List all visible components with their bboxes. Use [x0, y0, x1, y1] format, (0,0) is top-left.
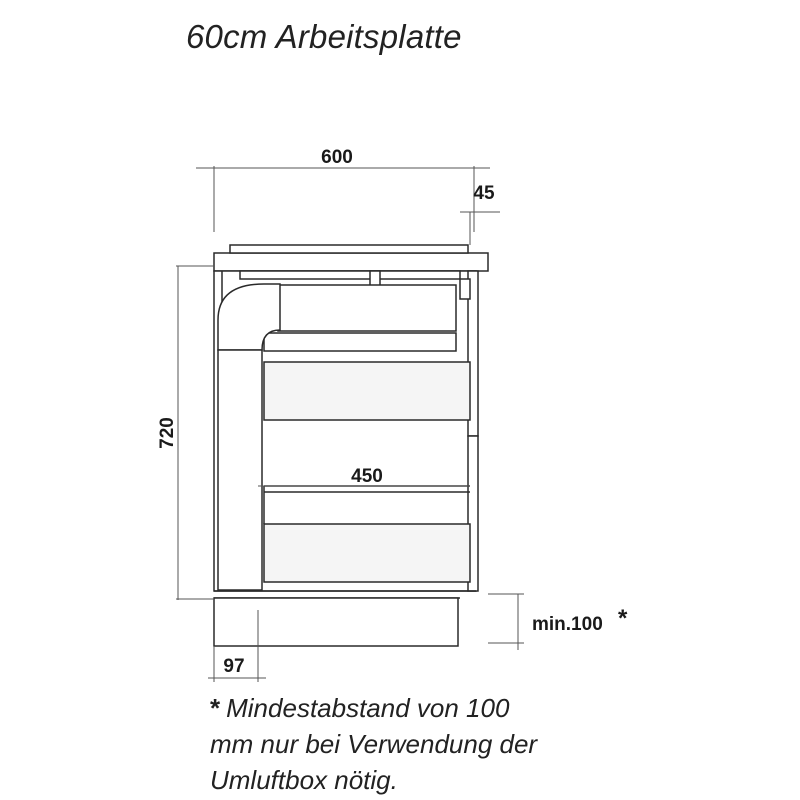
drawer-lower — [264, 524, 470, 582]
cooktop-unit — [240, 271, 460, 279]
dim-label-97: 97 — [223, 656, 245, 677]
dim-label-min-100: min.100 — [532, 614, 603, 635]
dim-label-45: 45 — [473, 183, 495, 204]
cabinet-outline — [214, 245, 488, 646]
hob-clip — [460, 279, 470, 299]
air-duct-vertical — [218, 350, 262, 590]
duct-box — [278, 285, 456, 331]
worktop — [214, 253, 488, 271]
footnote-text-1: Mindestabstand von 100 — [226, 693, 510, 723]
footnote-star: * — [210, 693, 221, 723]
footnote — [210, 690, 630, 798]
dim-label-star: * — [618, 605, 628, 632]
plinth — [214, 598, 458, 646]
diagram-title: 60cm Arbeitsplatte — [186, 18, 462, 55]
dim-label-450: 450 — [351, 466, 383, 487]
duct-tray — [264, 333, 456, 351]
footnote-line-3: Umluftbox nötig. — [210, 765, 398, 795]
footnote-line-2: mm nur bei Verwendung der — [210, 729, 538, 759]
cooktop-glass — [230, 245, 468, 253]
footnote-line-1 — [210, 690, 630, 726]
drawer-upper — [264, 362, 470, 420]
dim-label-600: 600 — [321, 147, 353, 168]
dim-label-720: 720 — [157, 417, 178, 449]
